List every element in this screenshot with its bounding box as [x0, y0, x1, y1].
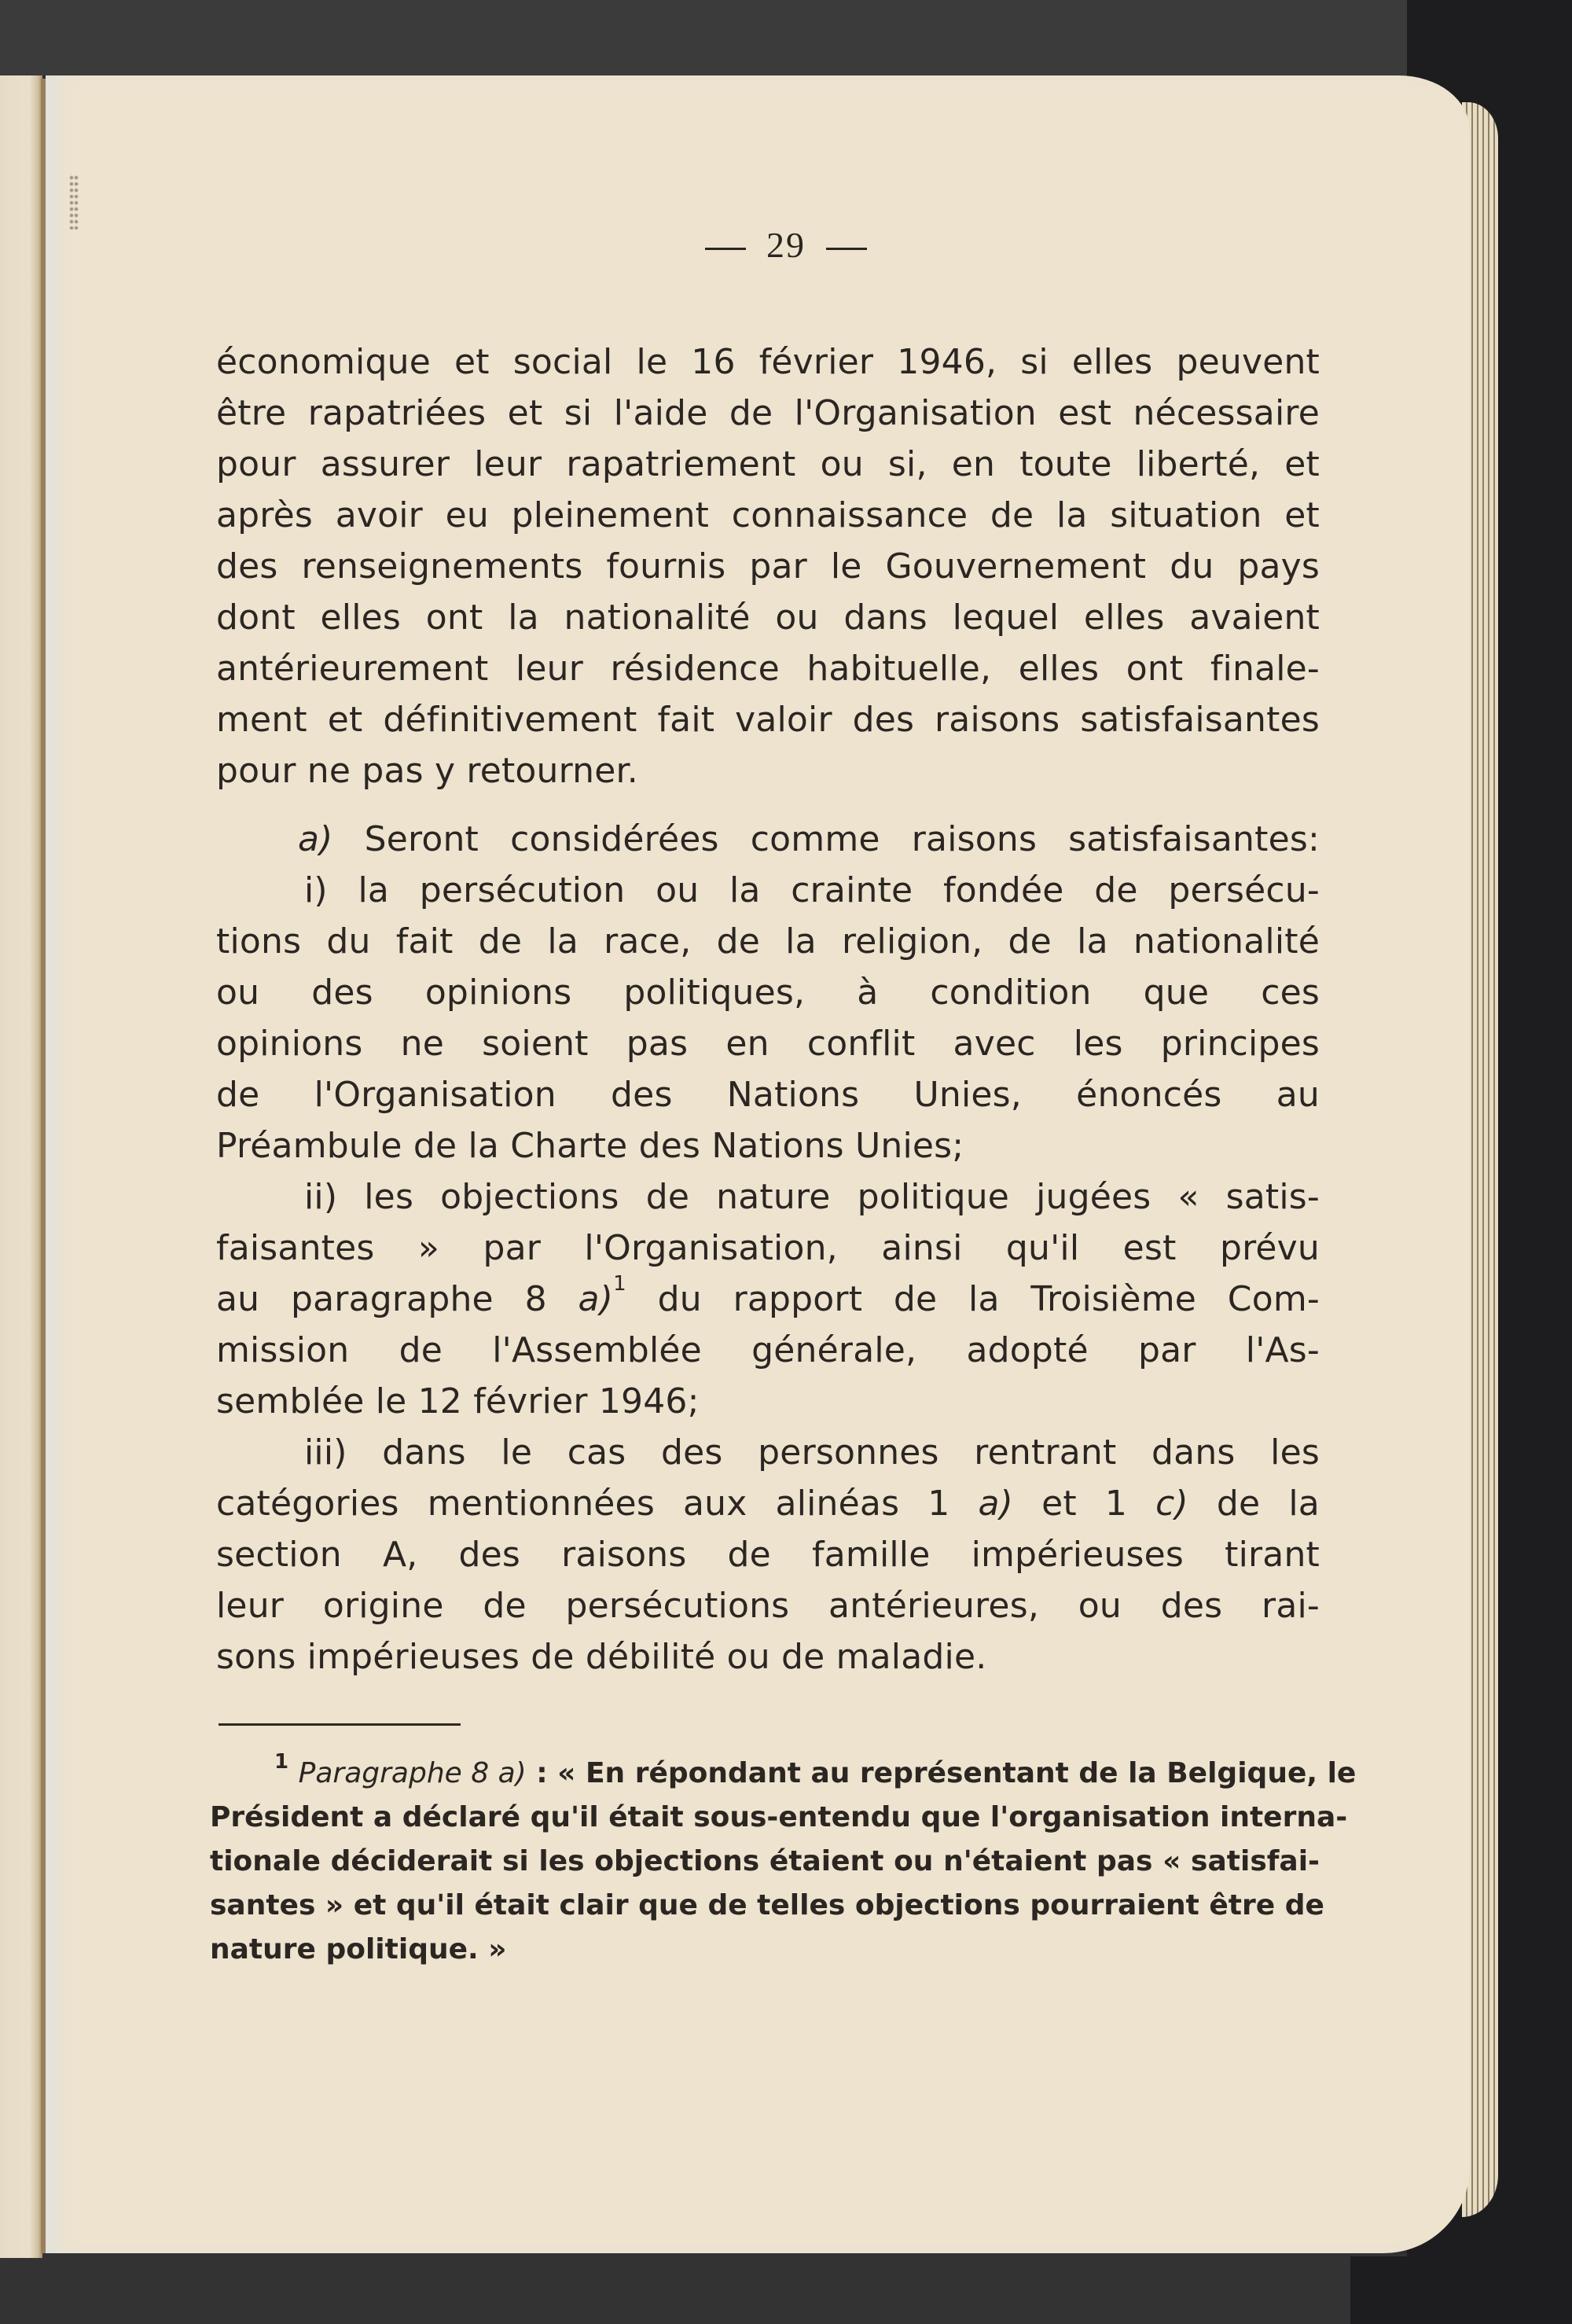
footnote-text: : « En répondant au représentant de la Belgique, le	[526, 1757, 1357, 1789]
item-iii-italic: c)	[1155, 1484, 1188, 1524]
footnote-line: nature politique. »	[210, 1933, 507, 1965]
previous-page-edge	[0, 75, 42, 2258]
body-text	[216, 336, 1320, 1682]
item-iii-text: catégories mentionnées aux alinéas 1	[216, 1484, 979, 1524]
body-line: ment et définitivement fait valoir des raisons satisfaisantes	[216, 700, 1320, 740]
item-ii-line: semblée le 12 février 1946;	[216, 1381, 700, 1421]
item-ii-italic: a)	[578, 1279, 614, 1319]
body-line: antérieurement leur résidence habituelle, elles ont finale-	[216, 649, 1320, 689]
body-line: des renseignements fournis par le Gouvernement du pays	[216, 546, 1320, 587]
spine-gutter	[41, 79, 46, 2253]
item-ii-text: au paragraphe 8	[216, 1279, 578, 1319]
item-iii-line	[216, 1478, 1320, 1529]
item-iii-italic: a)	[978, 1484, 1014, 1524]
body-line: économique et social le 16 février 1946, si elles peuvent	[216, 342, 1320, 382]
footnote	[210, 1750, 1357, 1972]
scan-backdrop-top	[0, 0, 1407, 75]
scan-backdrop-bottom-right	[1350, 2256, 1572, 2324]
footnote-divider	[219, 1723, 461, 1726]
body-line: après avoir eu pleinement connaissance de la situation et	[216, 495, 1320, 535]
body-line: pour assurer leur rapatriement ou si, en toute liberté, et	[216, 444, 1320, 484]
clause-a-label: a)	[298, 819, 333, 859]
folio-dash-right	[826, 248, 867, 250]
item-ii-line	[216, 1274, 1320, 1325]
item-i-line: de l'Organisation des Nations Unies, énoncés au	[216, 1075, 1320, 1115]
clause-a-heading	[216, 814, 1320, 865]
item-i-line: tions du fait de la race, de la religion, de la nationalité	[216, 921, 1320, 962]
item-iii-line: sons impérieuses de débilité ou de maladie.	[216, 1637, 987, 1677]
scan-backdrop-bottom	[0, 2253, 1407, 2324]
folio-dash-left	[705, 248, 746, 250]
body-line: être rapatriées et si l'aide de l'Organisation est nécessaire	[216, 393, 1320, 433]
item-ii-line: ii) les objections de nature politique jugées « satis-	[304, 1177, 1320, 1217]
page-number	[0, 224, 1572, 266]
clause-a-text: Seront considérées comme raisons satisfaisantes:	[332, 819, 1320, 859]
item-iii-text: et 1	[1013, 1484, 1156, 1524]
item-i-line: ou des opinions politiques, à condition que ces	[216, 973, 1320, 1013]
body-line: dont elles ont la nationalité ou dans lequel elles avaient	[216, 598, 1320, 638]
footnote-line	[210, 1750, 1357, 1796]
item-i-line: Préambule de la Charte des Nations Unies;	[216, 1126, 964, 1166]
item-iii-text: de la	[1188, 1484, 1320, 1524]
item-ii-text: du rapport de la Troisième Com-	[626, 1279, 1320, 1319]
item-ii-line: faisantes » par l'Organisation, ainsi qu'il est prévu	[216, 1228, 1320, 1268]
item-i-line: i) la persécution ou la crainte fondée de persécu-	[304, 870, 1320, 910]
footnote-ref: Paragraphe 8 a)	[298, 1757, 527, 1789]
footnote-line: tionale déciderait si les objections étaient ou n'étaient pas « satisfai-	[210, 1845, 1320, 1877]
footnote-marker: 1	[274, 1750, 289, 1774]
item-i-line: opinions ne soient pas en conflit avec les principes	[216, 1024, 1320, 1064]
item-iii-line: section A, des raisons de famille impérieuses tirant	[216, 1535, 1320, 1575]
footnote-reference[interactable]: 1	[613, 1272, 626, 1296]
item-iii-line: iii) dans le cas des personnes rentrant dans les	[304, 1432, 1320, 1473]
margin-stamp-mark	[69, 175, 79, 230]
footnote-line: Président a déclaré qu'il était sous-entendu que l'organisation interna-	[210, 1801, 1348, 1833]
body-line: pour ne pas y retourner.	[216, 751, 638, 791]
item-ii-line: mission de l'Assemblée générale, adopté par l'As-	[216, 1330, 1320, 1370]
footnote-line: santes » et qu'il était clair que de telles objections pourraient être de	[210, 1889, 1324, 1921]
item-iii-line: leur origine de persécutions antérieures, ou des rai-	[216, 1586, 1320, 1626]
page-number-value: 29	[766, 225, 806, 265]
